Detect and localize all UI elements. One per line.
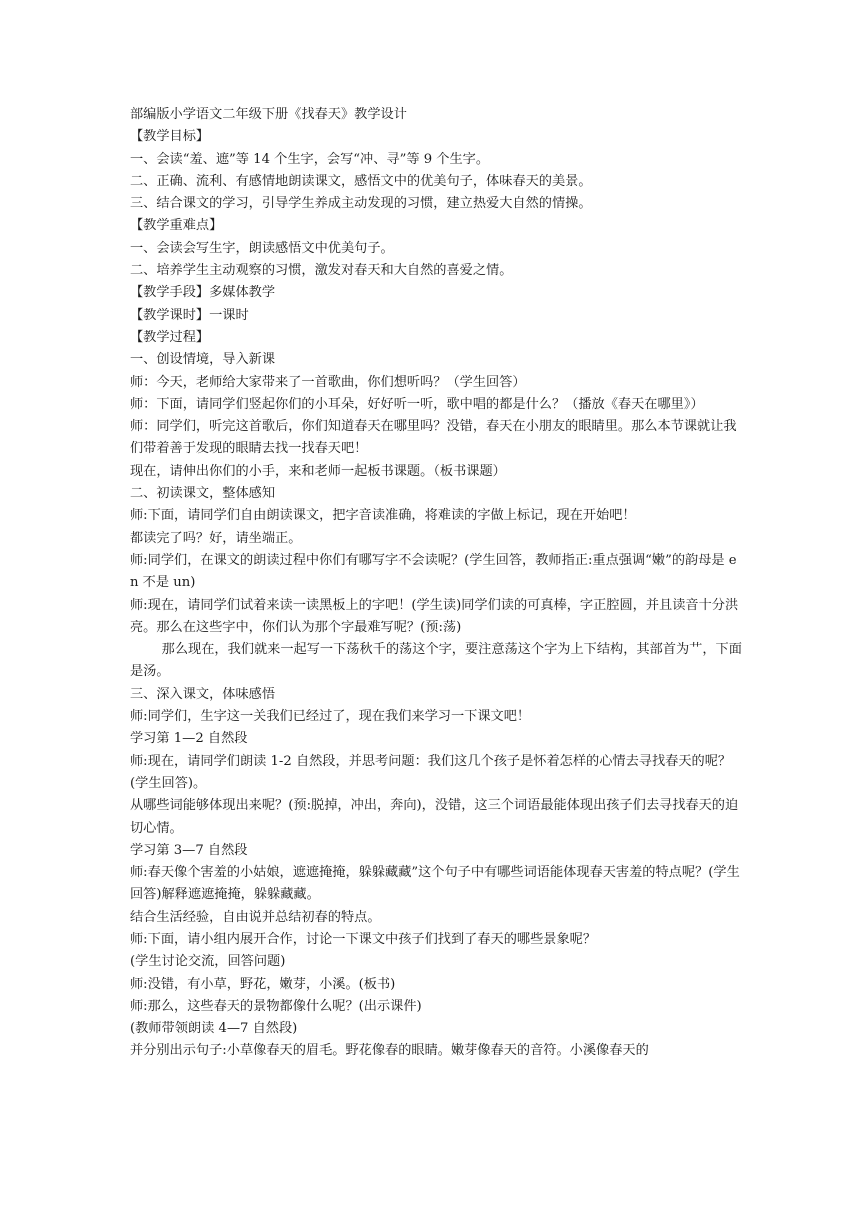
paragraph: 师:同学们，在课文的朗读过程中你们有哪写字不会读呢？(学生回答，教师指正:重点强调“嫩”的韵母是 en 不是 un) [130, 552, 737, 591]
section-heading-hours: 【教学课时】一课时 [130, 307, 249, 323]
paragraph: (教师带领朗读 4—7 自然段) [130, 1021, 298, 1037]
paragraph: 现在，请伸出你们的小手，来和老师一起板书课题。（板书课题） [130, 463, 506, 479]
document-title: 部编版小学语文二年级下册《找春天》教学设计 [130, 107, 407, 122]
paragraph: 一、会读“羞、遮”等 14 个生字，会写“冲、寻”等 9 个生字。 [130, 151, 490, 167]
paragraph: 一、会读会写生字，朗读感悟文中优美句子。 [130, 240, 394, 256]
subheading: 学习第 3—7 自然段 [130, 842, 248, 858]
paragraph: 二、正确、流利、有感情地朗读课文，感悟文中的优美句子，体味春天的美景。 [130, 173, 592, 189]
subheading: 一、创设情境，导入新课 [130, 352, 276, 368]
section-heading-process: 【教学过程】 [130, 329, 210, 345]
paragraph: 师:现在，请同学们朗读 1-2 自然段，并思考问题：我们这几个孩子是怀着怎样的心情去寻找春天的呢？(学生回答)。 [130, 753, 732, 791]
subheading: 三、深入课文，体味感悟 [130, 686, 276, 702]
paragraph: 师：下面，请同学们竖起你们的小耳朵，好好听一听，歌中唱的都是什么？（播放《春天在哪里》） [130, 396, 704, 412]
paragraph: 师:没错，有小草，野花，嫩芽，小溪。(板书) [130, 976, 396, 992]
section-heading-goals: 【教学目标】 [130, 129, 210, 145]
paragraph: 师:下面，请同学们自由朗读课文，把字音读准确，将难读的字做上标记，现在开始吧！ [130, 508, 636, 524]
paragraph: 从哪些词能够体现出来呢？(预:脱掉，冲出，奔向)，没错，这三个词语最能体现出孩子们去寻找春天的迫切心情。 [130, 798, 739, 836]
paragraph: 师:春天像个害羞的小姑娘，遮遮掩掩，躲躲藏藏”这个句子中有哪些词语能体现春天害羞的特点呢？(学生回答)解释遮遮掩掩，躲躲藏藏。 [130, 865, 740, 903]
subheading: 学习第 1—2 自然段 [130, 731, 248, 747]
paragraph: 师：同学们，听完这首歌后，你们知道春天在哪里吗？没错，春天在小朋友的眼睛里。那么本节课就让我们带着善于发现的眼睛去找一找春天吧！ [130, 419, 737, 457]
paragraph: 师:下面，请小组内展开合作，讨论一下课文中孩子们找到了春天的哪些景象呢？ [130, 931, 597, 947]
subheading: 二、初读课文，整体感知 [130, 486, 276, 502]
paragraph: 结合生活经验，自由说并总结初春的特点。 [130, 909, 381, 925]
paragraph: 二、培养学生主动观察的习惯，激发对春天和大自然的喜爱之情。 [130, 263, 513, 279]
paragraph: 都读完了吗？好，请坐端正。 [130, 530, 302, 546]
paragraph: (学生讨论交流，回答问题) [130, 954, 286, 970]
paragraph: 师:现在，请同学们试着来读一读黑板上的字吧！(学生读)同学们读的可真棒，字正腔圆，并且读音十分洪亮。那么在这些字中，你们认为那个字最难写呢？(预:荡) [130, 597, 739, 635]
paragraph: 并分别出示句子:小草像春天的眉毛。野花像春的眼睛。嫩芽像春天的音符。小溪像春天的 [130, 1043, 649, 1059]
paragraph: 师:那么，这些春天的景物都像什么呢？(出示课件) [130, 998, 422, 1014]
paragraph: 三、结合课文的学习，引导学生养成主动发现的习惯，建立热爱大自然的情操。 [130, 196, 592, 212]
document-page [130, 104, 744, 1063]
section-heading-method: 【教学手段】多媒体教学 [130, 285, 276, 301]
paragraph-indented: 那么现在，我们就来一起写一下荡秋千的荡这个字，要注意荡这个字为上下结构，其部首为艹，下面是汤。 [130, 642, 742, 680]
paragraph: 师:同学们，生字这一关我们已经过了，现在我们来学习一下课文吧！ [130, 709, 531, 725]
section-heading-key-points: 【教学重难点】 [130, 218, 223, 234]
paragraph: 师：今天，老师给大家带来了一首歌曲，你们想听吗？（学生回答） [130, 374, 526, 390]
